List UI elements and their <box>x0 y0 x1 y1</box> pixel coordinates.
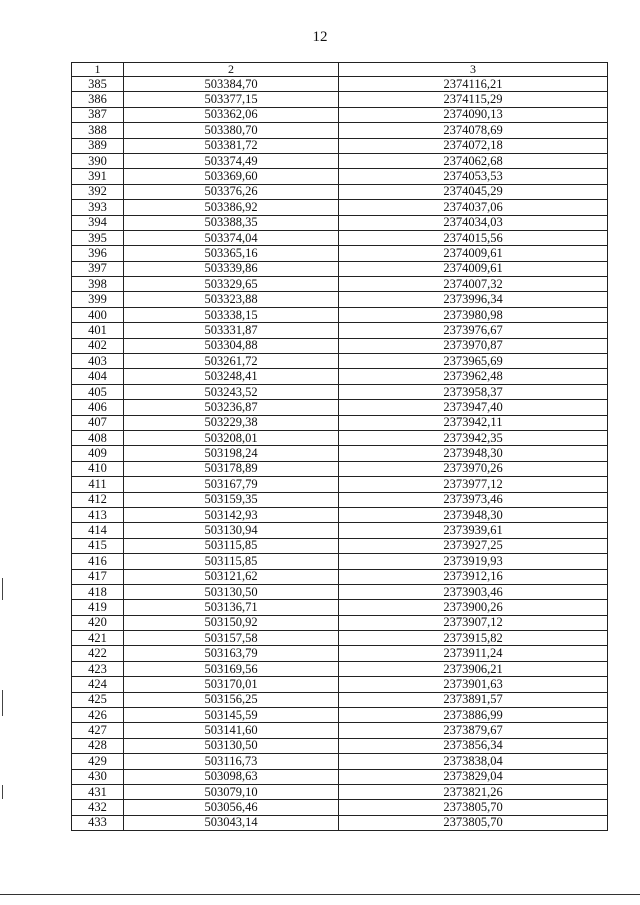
cell-point-number: 407 <box>72 415 124 430</box>
cell-point-number: 406 <box>72 400 124 415</box>
cell-x-coordinate: 503329,65 <box>124 277 339 292</box>
cell-x-coordinate: 503156,25 <box>124 692 339 707</box>
table-row <box>72 338 608 353</box>
cell-y-coordinate: 2374078,69 <box>339 123 608 138</box>
table-row <box>72 138 608 153</box>
table-row <box>72 815 608 830</box>
cell-x-coordinate: 503365,16 <box>124 246 339 261</box>
cell-y-coordinate: 2373911,24 <box>339 646 608 661</box>
cell-x-coordinate: 503043,14 <box>124 815 339 830</box>
scan-edge-mark <box>2 785 3 799</box>
cell-x-coordinate: 503338,15 <box>124 307 339 322</box>
table-row <box>72 769 608 784</box>
table-row <box>72 246 608 261</box>
cell-y-coordinate: 2373970,87 <box>339 338 608 353</box>
cell-y-coordinate: 2373805,70 <box>339 800 608 815</box>
cell-y-coordinate: 2373856,34 <box>339 738 608 753</box>
cell-x-coordinate: 503159,35 <box>124 492 339 507</box>
cell-point-number: 393 <box>72 200 124 215</box>
cell-x-coordinate: 503178,89 <box>124 461 339 476</box>
cell-x-coordinate: 503163,79 <box>124 646 339 661</box>
table-row <box>72 754 608 769</box>
cell-point-number: 431 <box>72 784 124 799</box>
cell-point-number: 385 <box>72 77 124 92</box>
cell-point-number: 419 <box>72 600 124 615</box>
table-row <box>72 631 608 646</box>
cell-point-number: 404 <box>72 369 124 384</box>
table-row <box>72 307 608 322</box>
cell-y-coordinate: 2373976,67 <box>339 323 608 338</box>
cell-point-number: 430 <box>72 769 124 784</box>
cell-point-number: 427 <box>72 723 124 738</box>
cell-y-coordinate: 2373948,30 <box>339 446 608 461</box>
cell-y-coordinate: 2373829,04 <box>339 769 608 784</box>
cell-x-coordinate: 503170,01 <box>124 677 339 692</box>
cell-point-number: 408 <box>72 430 124 445</box>
cell-x-coordinate: 503229,38 <box>124 415 339 430</box>
cell-y-coordinate: 2374053,53 <box>339 169 608 184</box>
column-header-x: 2 <box>124 63 339 77</box>
cell-point-number: 405 <box>72 384 124 399</box>
cell-point-number: 390 <box>72 153 124 168</box>
cell-y-coordinate: 2374116,21 <box>339 77 608 92</box>
page-number: 12 <box>312 29 328 45</box>
cell-y-coordinate: 2374007,32 <box>339 277 608 292</box>
table-row <box>72 692 608 707</box>
cell-x-coordinate: 503331,87 <box>124 323 339 338</box>
table-row <box>72 677 608 692</box>
table-row <box>72 738 608 753</box>
cell-point-number: 401 <box>72 323 124 338</box>
cell-point-number: 423 <box>72 661 124 676</box>
table-row <box>72 800 608 815</box>
cell-y-coordinate: 2373948,30 <box>339 507 608 522</box>
cell-point-number: 432 <box>72 800 124 815</box>
cell-point-number: 409 <box>72 446 124 461</box>
cell-x-coordinate: 503369,60 <box>124 169 339 184</box>
table-row <box>72 492 608 507</box>
cell-point-number: 391 <box>72 169 124 184</box>
cell-x-coordinate: 503377,15 <box>124 92 339 107</box>
cell-x-coordinate: 503130,94 <box>124 523 339 538</box>
cell-y-coordinate: 2374037,06 <box>339 200 608 215</box>
cell-x-coordinate: 503115,85 <box>124 538 339 553</box>
cell-y-coordinate: 2373996,34 <box>339 292 608 307</box>
cell-point-number: 422 <box>72 646 124 661</box>
table-row <box>72 107 608 122</box>
cell-y-coordinate: 2373958,37 <box>339 384 608 399</box>
column-header-point-number: 1 <box>72 63 124 77</box>
table-row <box>72 784 608 799</box>
cell-point-number: 397 <box>72 261 124 276</box>
cell-point-number: 433 <box>72 815 124 830</box>
cell-point-number: 389 <box>72 138 124 153</box>
table-row <box>72 184 608 199</box>
table-row <box>72 615 608 630</box>
table-row <box>72 723 608 738</box>
cell-point-number: 414 <box>72 523 124 538</box>
cell-y-coordinate: 2373879,67 <box>339 723 608 738</box>
cell-x-coordinate: 503374,49 <box>124 153 339 168</box>
table-row <box>72 123 608 138</box>
cell-x-coordinate: 503236,87 <box>124 400 339 415</box>
cell-point-number: 411 <box>72 477 124 492</box>
table-row <box>72 461 608 476</box>
cell-y-coordinate: 2373962,48 <box>339 369 608 384</box>
cell-x-coordinate: 503116,73 <box>124 754 339 769</box>
cell-x-coordinate: 503380,70 <box>124 123 339 138</box>
cell-x-coordinate: 503304,88 <box>124 338 339 353</box>
cell-point-number: 400 <box>72 307 124 322</box>
cell-y-coordinate: 2373907,12 <box>339 615 608 630</box>
cell-point-number: 395 <box>72 230 124 245</box>
cell-x-coordinate: 503157,58 <box>124 631 339 646</box>
table-row <box>72 415 608 430</box>
cell-x-coordinate: 503198,24 <box>124 446 339 461</box>
cell-point-number: 425 <box>72 692 124 707</box>
cell-x-coordinate: 503388,35 <box>124 215 339 230</box>
table-row <box>72 584 608 599</box>
cell-x-coordinate: 503141,60 <box>124 723 339 738</box>
cell-x-coordinate: 503056,46 <box>124 800 339 815</box>
cell-point-number: 424 <box>72 677 124 692</box>
cell-y-coordinate: 2373939,61 <box>339 523 608 538</box>
cell-x-coordinate: 503362,06 <box>124 107 339 122</box>
cell-y-coordinate: 2373965,69 <box>339 354 608 369</box>
table-row <box>72 384 608 399</box>
cell-y-coordinate: 2373927,25 <box>339 538 608 553</box>
coordinates-table <box>71 62 608 831</box>
table-row <box>72 477 608 492</box>
cell-x-coordinate: 503130,50 <box>124 738 339 753</box>
cell-point-number: 417 <box>72 569 124 584</box>
cell-point-number: 394 <box>72 215 124 230</box>
cell-point-number: 386 <box>72 92 124 107</box>
table-row <box>72 153 608 168</box>
cell-y-coordinate: 2373891,57 <box>339 692 608 707</box>
table-row <box>72 323 608 338</box>
cell-x-coordinate: 503142,93 <box>124 507 339 522</box>
table-row <box>72 77 608 92</box>
cell-y-coordinate: 2373901,63 <box>339 677 608 692</box>
cell-x-coordinate: 503248,41 <box>124 369 339 384</box>
cell-y-coordinate: 2373912,16 <box>339 569 608 584</box>
table-header-row <box>72 63 608 77</box>
cell-x-coordinate: 503079,10 <box>124 784 339 799</box>
scan-edge-mark <box>2 690 3 716</box>
cell-y-coordinate: 2374062,68 <box>339 153 608 168</box>
table-row <box>72 646 608 661</box>
cell-point-number: 428 <box>72 738 124 753</box>
cell-y-coordinate: 2374034,03 <box>339 215 608 230</box>
cell-x-coordinate: 503150,92 <box>124 615 339 630</box>
cell-point-number: 403 <box>72 354 124 369</box>
cell-y-coordinate: 2373906,21 <box>339 661 608 676</box>
column-header-y: 3 <box>339 63 608 77</box>
cell-x-coordinate: 503261,72 <box>124 354 339 369</box>
cell-x-coordinate: 503376,26 <box>124 184 339 199</box>
table-row <box>72 354 608 369</box>
cell-point-number: 396 <box>72 246 124 261</box>
scan-edge-mark <box>2 578 3 600</box>
cell-y-coordinate: 2373973,46 <box>339 492 608 507</box>
table-row <box>72 554 608 569</box>
cell-point-number: 402 <box>72 338 124 353</box>
cell-point-number: 418 <box>72 584 124 599</box>
table-row <box>72 538 608 553</box>
cell-point-number: 426 <box>72 708 124 723</box>
table-row <box>72 261 608 276</box>
cell-point-number: 399 <box>72 292 124 307</box>
cell-y-coordinate: 2374009,61 <box>339 261 608 276</box>
table-row <box>72 507 608 522</box>
cell-point-number: 392 <box>72 184 124 199</box>
cell-point-number: 410 <box>72 461 124 476</box>
cell-y-coordinate: 2373947,40 <box>339 400 608 415</box>
cell-x-coordinate: 503169,56 <box>124 661 339 676</box>
table-row <box>72 661 608 676</box>
table-row <box>72 200 608 215</box>
cell-x-coordinate: 503374,04 <box>124 230 339 245</box>
cell-y-coordinate: 2373900,26 <box>339 600 608 615</box>
table-row <box>72 446 608 461</box>
cell-y-coordinate: 2373838,04 <box>339 754 608 769</box>
cell-y-coordinate: 2373970,26 <box>339 461 608 476</box>
cell-point-number: 387 <box>72 107 124 122</box>
cell-x-coordinate: 503115,85 <box>124 554 339 569</box>
table-row <box>72 277 608 292</box>
cell-x-coordinate: 503381,72 <box>124 138 339 153</box>
cell-y-coordinate: 2373915,82 <box>339 631 608 646</box>
table-row <box>72 523 608 538</box>
cell-y-coordinate: 2374115,29 <box>339 92 608 107</box>
cell-x-coordinate: 503243,52 <box>124 384 339 399</box>
table-body <box>72 77 608 831</box>
cell-y-coordinate: 2374072,18 <box>339 138 608 153</box>
cell-point-number: 413 <box>72 507 124 522</box>
table-row <box>72 169 608 184</box>
cell-point-number: 412 <box>72 492 124 507</box>
cell-x-coordinate: 503384,70 <box>124 77 339 92</box>
table-row <box>72 569 608 584</box>
cell-point-number: 421 <box>72 631 124 646</box>
cell-y-coordinate: 2373886,99 <box>339 708 608 723</box>
cell-y-coordinate: 2373805,70 <box>339 815 608 830</box>
cell-y-coordinate: 2373919,93 <box>339 554 608 569</box>
cell-y-coordinate: 2373942,35 <box>339 430 608 445</box>
cell-point-number: 388 <box>72 123 124 138</box>
cell-y-coordinate: 2374045,29 <box>339 184 608 199</box>
cell-y-coordinate: 2373942,11 <box>339 415 608 430</box>
cell-x-coordinate: 503208,01 <box>124 430 339 445</box>
cell-y-coordinate: 2374090,13 <box>339 107 608 122</box>
table-row <box>72 215 608 230</box>
cell-x-coordinate: 503386,92 <box>124 200 339 215</box>
cell-x-coordinate: 503130,50 <box>124 584 339 599</box>
table-row <box>72 400 608 415</box>
cell-x-coordinate: 503339,86 <box>124 261 339 276</box>
table-row <box>72 292 608 307</box>
page-bottom-rule <box>0 894 640 895</box>
cell-x-coordinate: 503167,79 <box>124 477 339 492</box>
cell-y-coordinate: 2373903,46 <box>339 584 608 599</box>
cell-y-coordinate: 2373977,12 <box>339 477 608 492</box>
cell-x-coordinate: 503136,71 <box>124 600 339 615</box>
cell-y-coordinate: 2374015,56 <box>339 230 608 245</box>
table-row <box>72 92 608 107</box>
cell-point-number: 416 <box>72 554 124 569</box>
table-row <box>72 230 608 245</box>
cell-point-number: 398 <box>72 277 124 292</box>
cell-x-coordinate: 503323,88 <box>124 292 339 307</box>
cell-x-coordinate: 503121,62 <box>124 569 339 584</box>
cell-x-coordinate: 503098,63 <box>124 769 339 784</box>
cell-point-number: 415 <box>72 538 124 553</box>
table-row <box>72 708 608 723</box>
table-row <box>72 430 608 445</box>
cell-point-number: 429 <box>72 754 124 769</box>
cell-y-coordinate: 2374009,61 <box>339 246 608 261</box>
cell-y-coordinate: 2373980,98 <box>339 307 608 322</box>
table-row <box>72 369 608 384</box>
table-row <box>72 600 608 615</box>
cell-y-coordinate: 2373821,26 <box>339 784 608 799</box>
cell-point-number: 420 <box>72 615 124 630</box>
cell-x-coordinate: 503145,59 <box>124 708 339 723</box>
